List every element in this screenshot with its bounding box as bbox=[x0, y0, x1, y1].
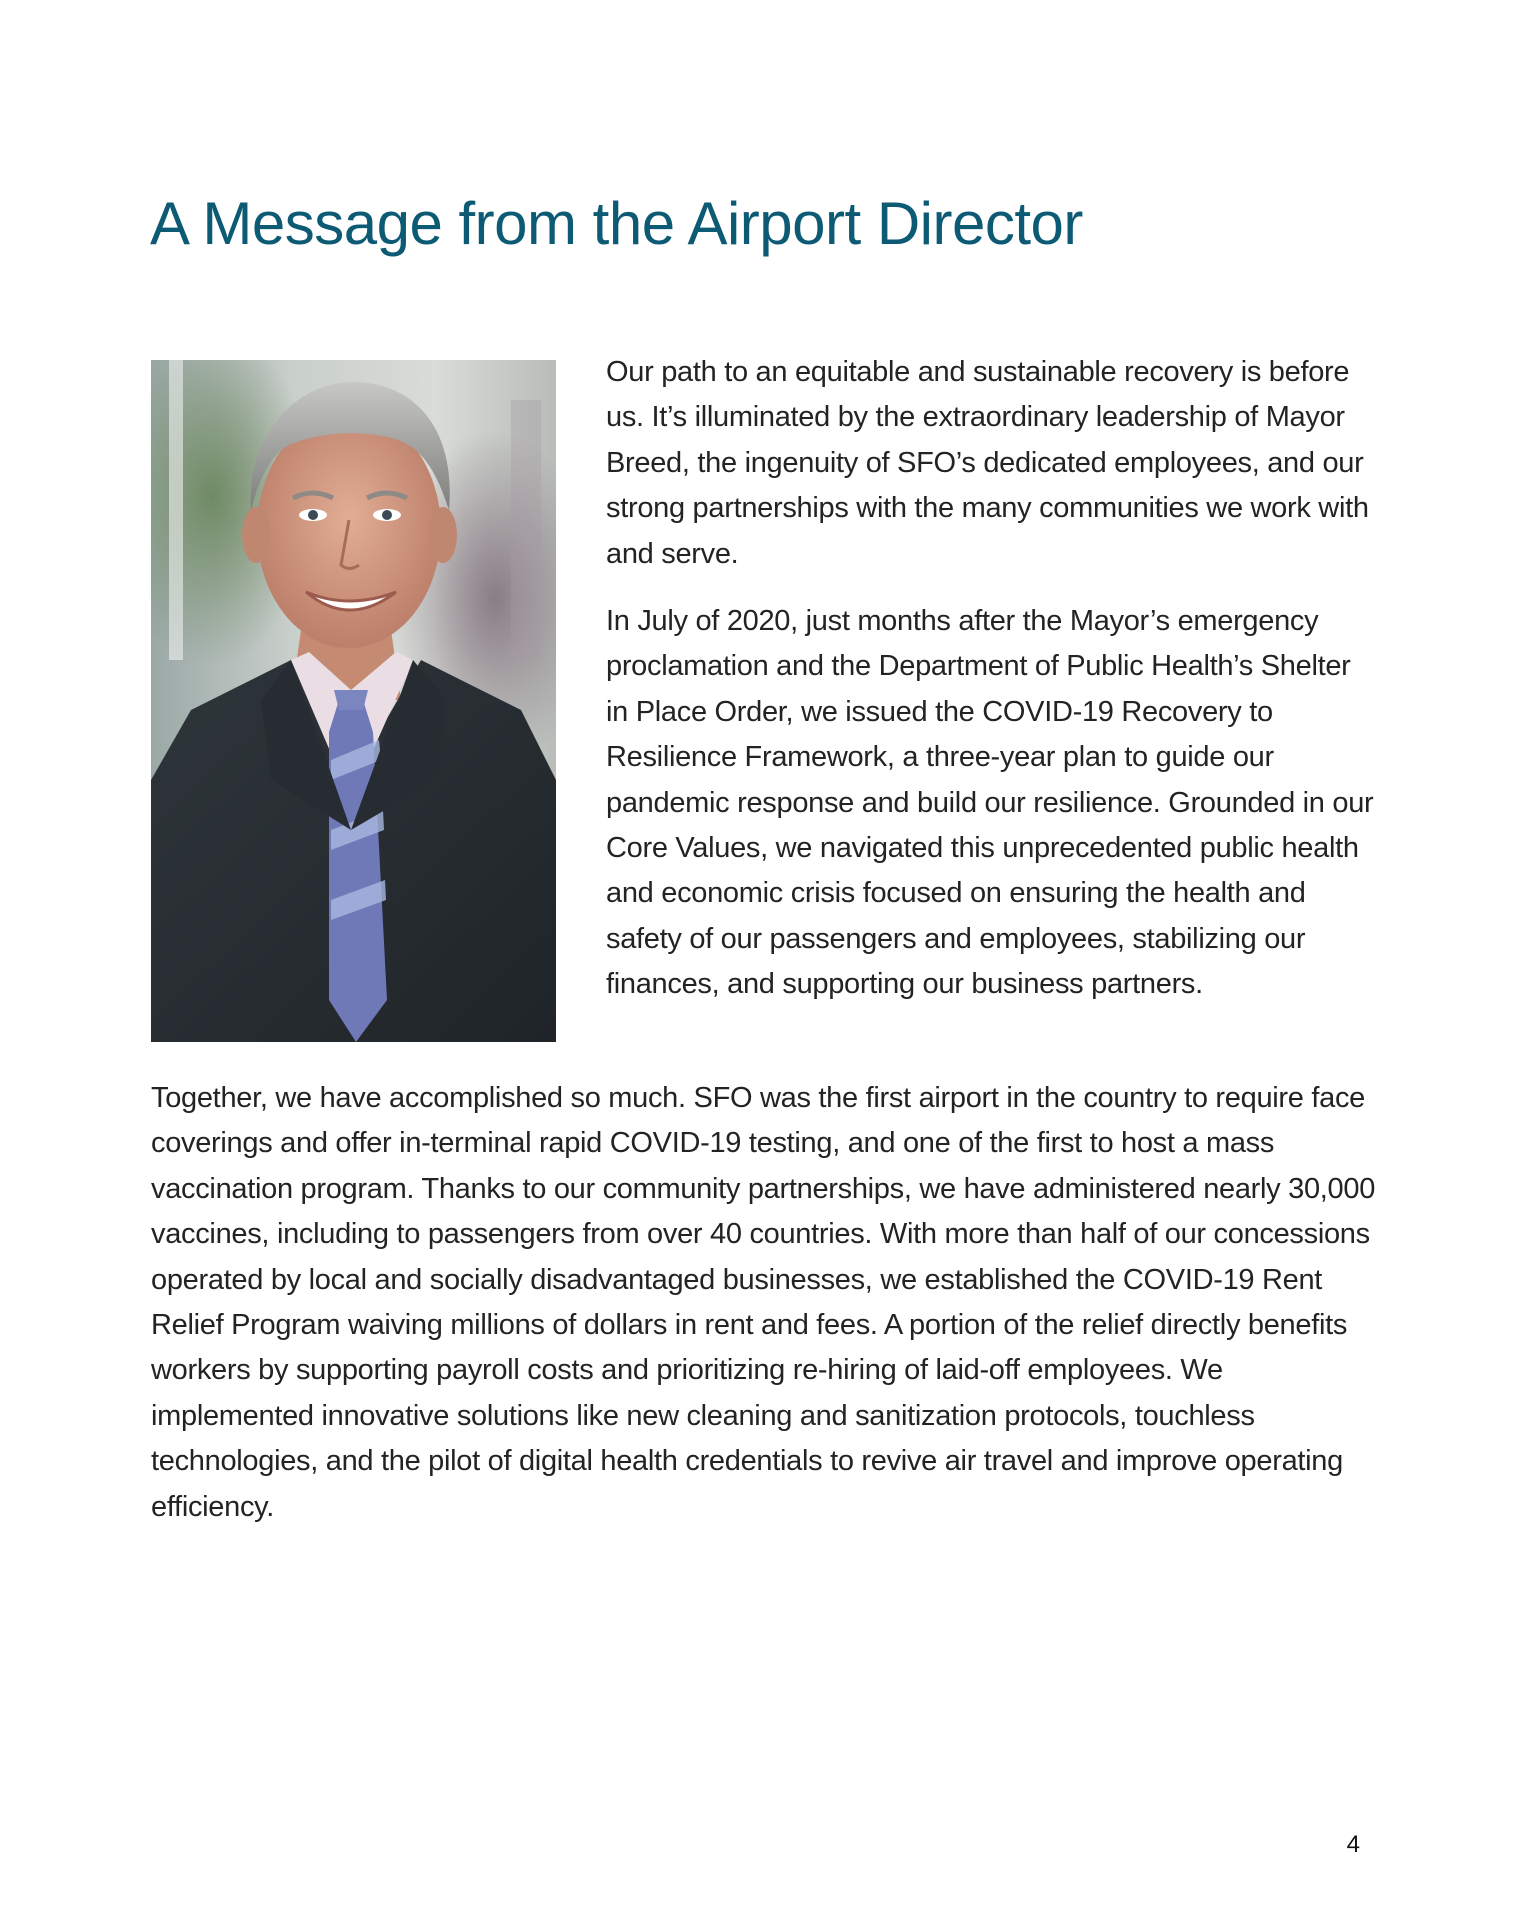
director-portrait-photo bbox=[151, 360, 556, 1042]
intro-paragraph-2: In July of 2020, just months after the Mayor’s emergency proclamation and the Department of Public Health’s Shelter in Place Order, we issued the COVID-19 Recovery to Resilience Framework, a three-year plan to guide our pandemic response and build our resilience. Grounded in our Core Values, we navigated this unprecedented public health and economic crisis focused on ensuring the health and safety of our passengers and employees, stabilizing our finances, and supporting our business partners. bbox=[606, 605, 1374, 1001]
body-paragraph: Together, we have accomplished so much. SFO was the first airport in the country to require face coverings and offer in-terminal rapid COVID-19 testing, and one of the first to host a mass vaccination program. Thanks to our community partnerships, we have administered nearly 30,000 vaccines, including to passengers from over 40 countries. With more than half of our concessions operated by local and socially disadvantaged businesses, we established the COVID-19 Rent Relief Program waiving millions of dollars in rent and fees. A portion of the relief directly benefits workers by supporting payroll costs and prioritizing re-hiring of laid-off employees. We implemented innovative solutions like new cleaning and sanitization protocols, touchless technologies, and the pilot of digital health credentials to revive air travel and improve operating efficiency. bbox=[151, 1082, 1376, 1523]
page-title: A Message from the Airport Director bbox=[150, 190, 1083, 257]
page-number: 4 bbox=[1346, 1831, 1360, 1858]
intro-text-column bbox=[606, 350, 1376, 1008]
body-text-section bbox=[151, 1076, 1376, 1530]
intro-paragraph-1: Our path to an equitable and sustainable recovery is before us. It’s illuminated by the extraordinary leadership of Mayor Breed, the ingenuity of SFO’s dedicated employees, and our strong partnerships with the many communities we work with and serve. bbox=[606, 356, 1369, 570]
portrait-illustration bbox=[151, 360, 556, 1042]
